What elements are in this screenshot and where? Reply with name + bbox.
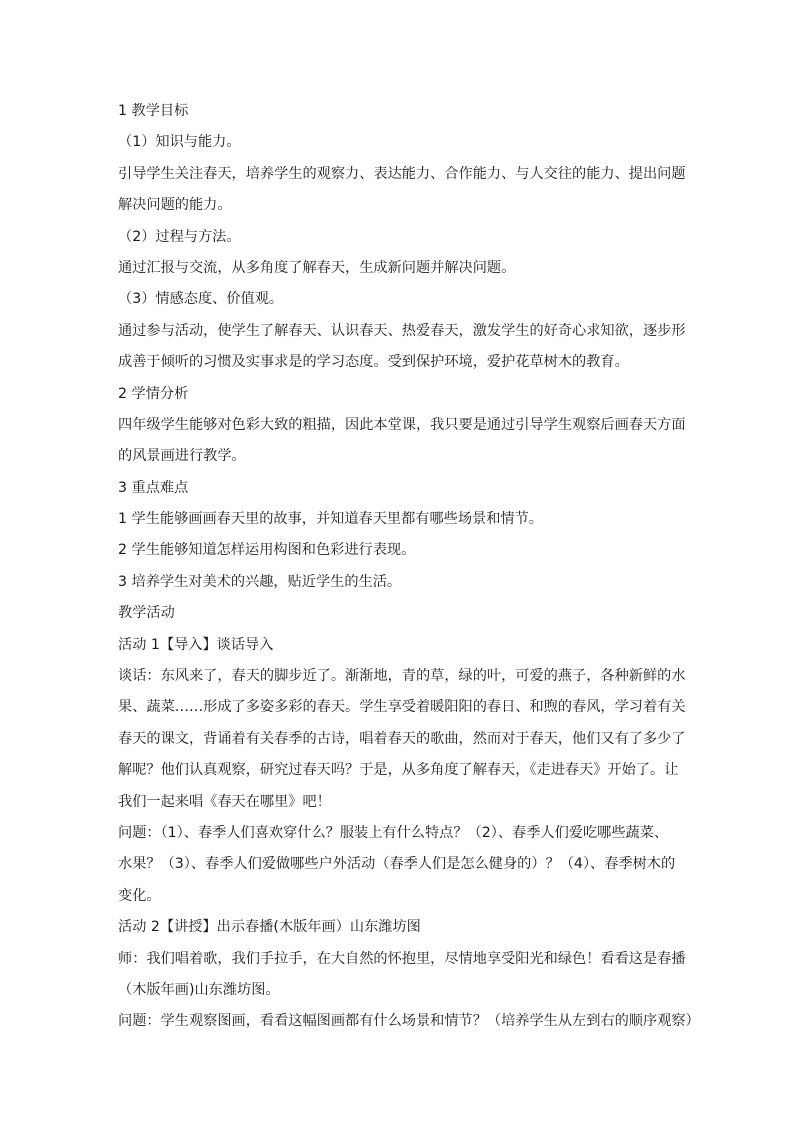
text-line: （木版年画)山东潍坊图。 xyxy=(118,981,280,998)
text-line: （3）情感态度、价值观。 xyxy=(118,291,284,308)
text-line: 谈话：东风来了，春天的脚步近了。渐渐地，青的草，绿的叶，可爱的燕子，各种新鲜的水 xyxy=(118,668,686,685)
text-line: 成善于倾听的习惯及实事求是的学习态度。受到保护环境，爱护花草树木的教育。 xyxy=(118,354,629,371)
text-line: 通过汇报与交流，从多角度了解春天，生成新问题并解决问题。 xyxy=(118,259,516,276)
text-line: 我们一起来唱《春天在哪里》吧！ xyxy=(118,793,331,810)
text-line: 问题：学生观察图画，看看这幅图画都有什么场景和情节？（培养学生从左到右的顺序观察） xyxy=(118,1013,700,1030)
text-line: （2）过程与方法。 xyxy=(118,228,241,245)
activity-heading: 活动 2【讲授】出示春播(木版年画）山东潍坊图 xyxy=(118,919,421,936)
text-line: 水果？（3）、春季人们爱做哪些户外活动（春季人们是怎么健身的）？（4）、春季树木的 xyxy=(118,856,676,873)
text-line: 通过参与活动，使学生了解春天、认识春天、热爱春天，激发学生的好奇心求知欲，逐步形 xyxy=(118,322,686,339)
activity-heading: 活动 1【导入】谈话导入 xyxy=(118,636,274,653)
text-line: 四年级学生能够对色彩大致的粗描，因此本堂课，我只要是通过引导学生观察后画春天方面 xyxy=(118,416,686,433)
text-line: 2 学生能够知道怎样运用构图和色彩进行表现。 xyxy=(118,542,416,559)
text-line: 的风景画进行教学。 xyxy=(118,448,246,465)
text-line: 3 培养学生对美术的兴趣，贴近学生的生活。 xyxy=(118,573,402,590)
text-line: 引导学生关注春天，培养学生的观察力、表达能力、合作能力、与人交往的能力、提出问题 xyxy=(118,165,686,182)
text-line: 问题：（1）、春季人们喜欢穿什么？服装上有什么特点？（2）、春季人们爱吃哪些蔬菜、 xyxy=(118,824,669,841)
section-heading-objectives: 1 教学目标 xyxy=(118,103,189,119)
section-heading-key-points: 3 重点难点 xyxy=(118,479,189,496)
text-line: （1）知识与能力。 xyxy=(118,134,241,151)
text-line: 解呢？他们认真观察，研究过春天吗？于是，从多角度了解春天，《走进春天》开始了。让 xyxy=(118,762,679,779)
section-heading-analysis: 2 学情分析 xyxy=(118,385,189,402)
text-line: 解决问题的能力。 xyxy=(118,197,232,214)
text-line: 师：我们唱着歌，我们手拉手，在大自然的怀抱里，尽情地享受阳光和绿色！看看这是春播 xyxy=(118,950,686,967)
text-line: 变化。 xyxy=(118,887,161,904)
section-heading-activities: 教学活动 xyxy=(118,605,175,622)
text-line: 果、蔬菜……形成了多姿多彩的春天。学生享受着暖阳阳的春日、和煦的春风，学习着有关 xyxy=(118,699,686,716)
text-line: 1 学生能够画画春天里的故事，并知道春天里都有哪些场景和情节。 xyxy=(118,511,543,528)
document-body xyxy=(118,96,700,1038)
text-line: 春天的课文，背诵着有关春季的古诗，唱着春天的歌曲，然而对于春天，他们又有了多少了 xyxy=(118,730,686,747)
